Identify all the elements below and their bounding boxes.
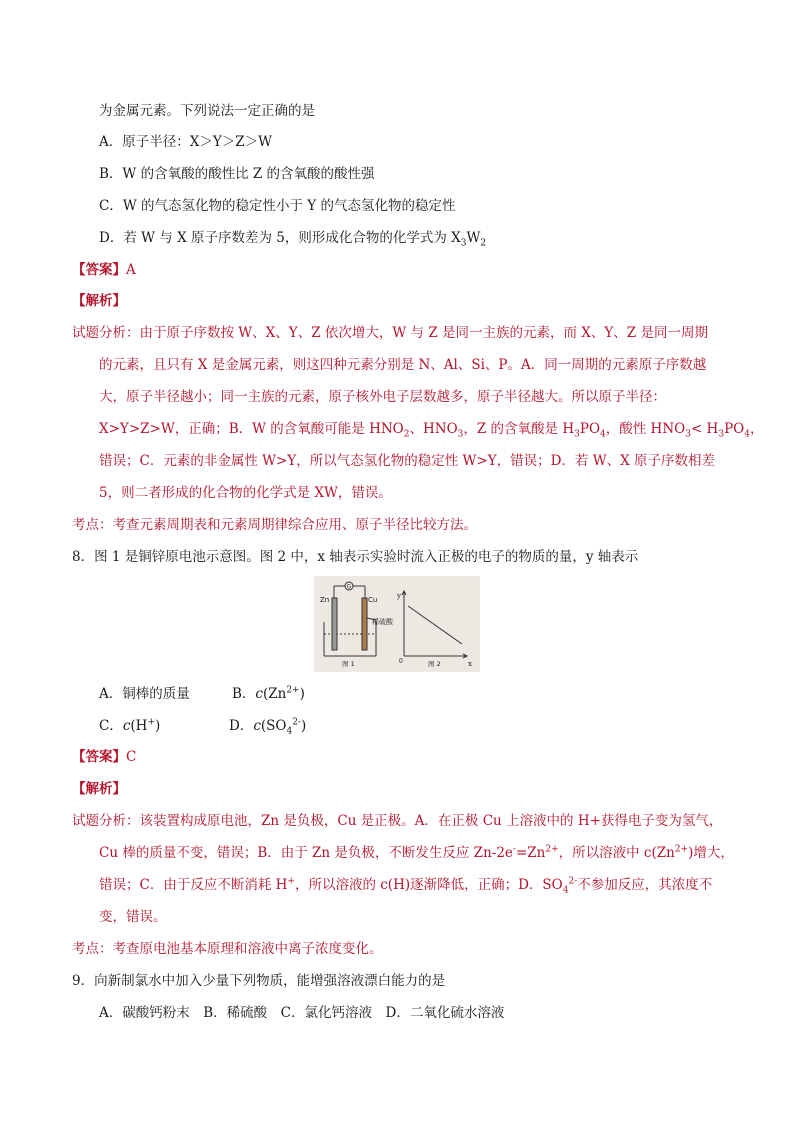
galvanometer-label: G	[346, 583, 352, 591]
q7-option-b: B．W 的含氧酸的酸性比 Z 的含氧酸的酸性强	[99, 166, 375, 182]
electrolyte-label: 稀硫酸	[372, 618, 393, 626]
origin-label: 0	[399, 658, 403, 665]
q8-option-a: A．铜棒的质量	[99, 686, 190, 702]
q7-analysis-line-6: 5，则二者形成的化合物的化学式是 XW，错误。	[99, 485, 392, 501]
copper-electrode	[362, 598, 367, 650]
q8-option-b: B．$c(Zn^{2+})$	[232, 685, 305, 702]
figure2-caption: 图 2	[428, 660, 441, 668]
x-axis-label: x	[468, 660, 472, 668]
q8-stem: 8．图 1 是铜锌原电池示意图。图 2 中，x 轴表示实验时流入正极的电子的物质的量，y 轴表示	[72, 549, 639, 565]
y-axis-label: y	[397, 592, 401, 600]
q7-option-d: D．若 W 与 X 原子序数差为 5，则形成化合物的化学式为 $X_3W_2$	[99, 230, 487, 249]
q7-analysis-line-1: 试题分析：由于原子序数按 W、X、Y、Z 依次增大，W 与 Z 是同一主族的元素，而 X、Y、Z 是同一周期	[72, 325, 708, 341]
q8-analysis-label: 【解析】	[72, 781, 126, 797]
q7-analysis-label: 【解析】	[72, 293, 126, 309]
cell-diagram	[324, 582, 376, 656]
zinc-electrode	[332, 598, 337, 650]
q7-option-c: C．W 的气态氢化物的稳定性小于 Y 的气态氢化物的稳定性	[99, 198, 456, 214]
q8-analysis-line-4: 变，错误。	[99, 909, 167, 925]
q8-analysis-line-2: Cu 棒的质量不变，错误；B．由于 Zn 是负极，不断发生反应 $Zn-2e^-=Zn^{2+}$，所以溶液中 $c(Zn^{2+})$增大，	[99, 844, 734, 861]
q9-stem: 9．向新制氯水中加入少量下列物质，能增强溶液漂白能力的是	[72, 973, 446, 989]
data-line	[408, 606, 462, 644]
graph	[402, 591, 467, 658]
q9-options: A．碳酸钙粉末 B．稀硫酸 C．氯化钙溶液 D．二氧化硫水溶液	[99, 1005, 505, 1021]
q7-analysis-line-3: 大，原子半径越小；同一主族的元素，原子核外电子层数越多，原子半径越大。所以原子半径：	[99, 389, 666, 405]
q8-analysis-line-1: 试题分析：该装置构成原电池，Zn 是负极，Cu 是正极。A．在正极 Cu 上溶液中的 H+获得电子变为氢气，	[72, 813, 723, 829]
q8-option-d: D．$c(SO_4^{2-})$	[229, 717, 307, 737]
q8-figure	[314, 576, 480, 672]
q8-analysis-line-3: 错误；C．由于反应不断消耗 H+，所以溶液的 c(H)逐渐降低，正确；D．$SO_4^{2-}$不参加反应，其浓度不	[99, 876, 713, 896]
q8-kaodian: 考点：考查原电池基本原理和溶液中离子浓度变化。	[72, 941, 383, 957]
q7-answer: 【答案】A	[72, 262, 136, 278]
q7-option-a: A．原子半径：X＞Y＞Z＞W	[99, 134, 273, 150]
q7-analysis-line-5: 错误；C．元素的非金属性 W>Y，所以气态氢化物的稳定性 W>Y，错误；D．若 W、X 原子序数相差	[99, 453, 716, 469]
q8-figure-svg	[314, 576, 480, 672]
q8-answer: 【答案】C	[72, 749, 137, 765]
q7-stem-tail: 为金属元素。下列说法一定正确的是	[99, 103, 315, 119]
q8-option-c: C．c(H+)	[99, 717, 161, 734]
q7-analysis-line-4: X>Y>Z>W，正确；B．W 的含氧酸可能是 $HNO_2$、$HNO_3$，Z 的含氧酸是 $H_3PO_4$，酸性 $HNO_3< H_3PO_4$，	[99, 421, 764, 440]
cu-label: Cu	[368, 596, 378, 604]
figure1-caption: 图 1	[342, 660, 355, 668]
zn-label: Zn	[320, 596, 330, 604]
q7-kaodian: 考点：考查元素周期表和元素周期律综合应用、原子半径比较方法。	[72, 517, 477, 533]
q7-analysis-line-2: 的元素，且只有 X 是金属元素，则这四种元素分别是 N、Al、Si、P。A．同一周期的元素原子序数越	[99, 357, 707, 373]
